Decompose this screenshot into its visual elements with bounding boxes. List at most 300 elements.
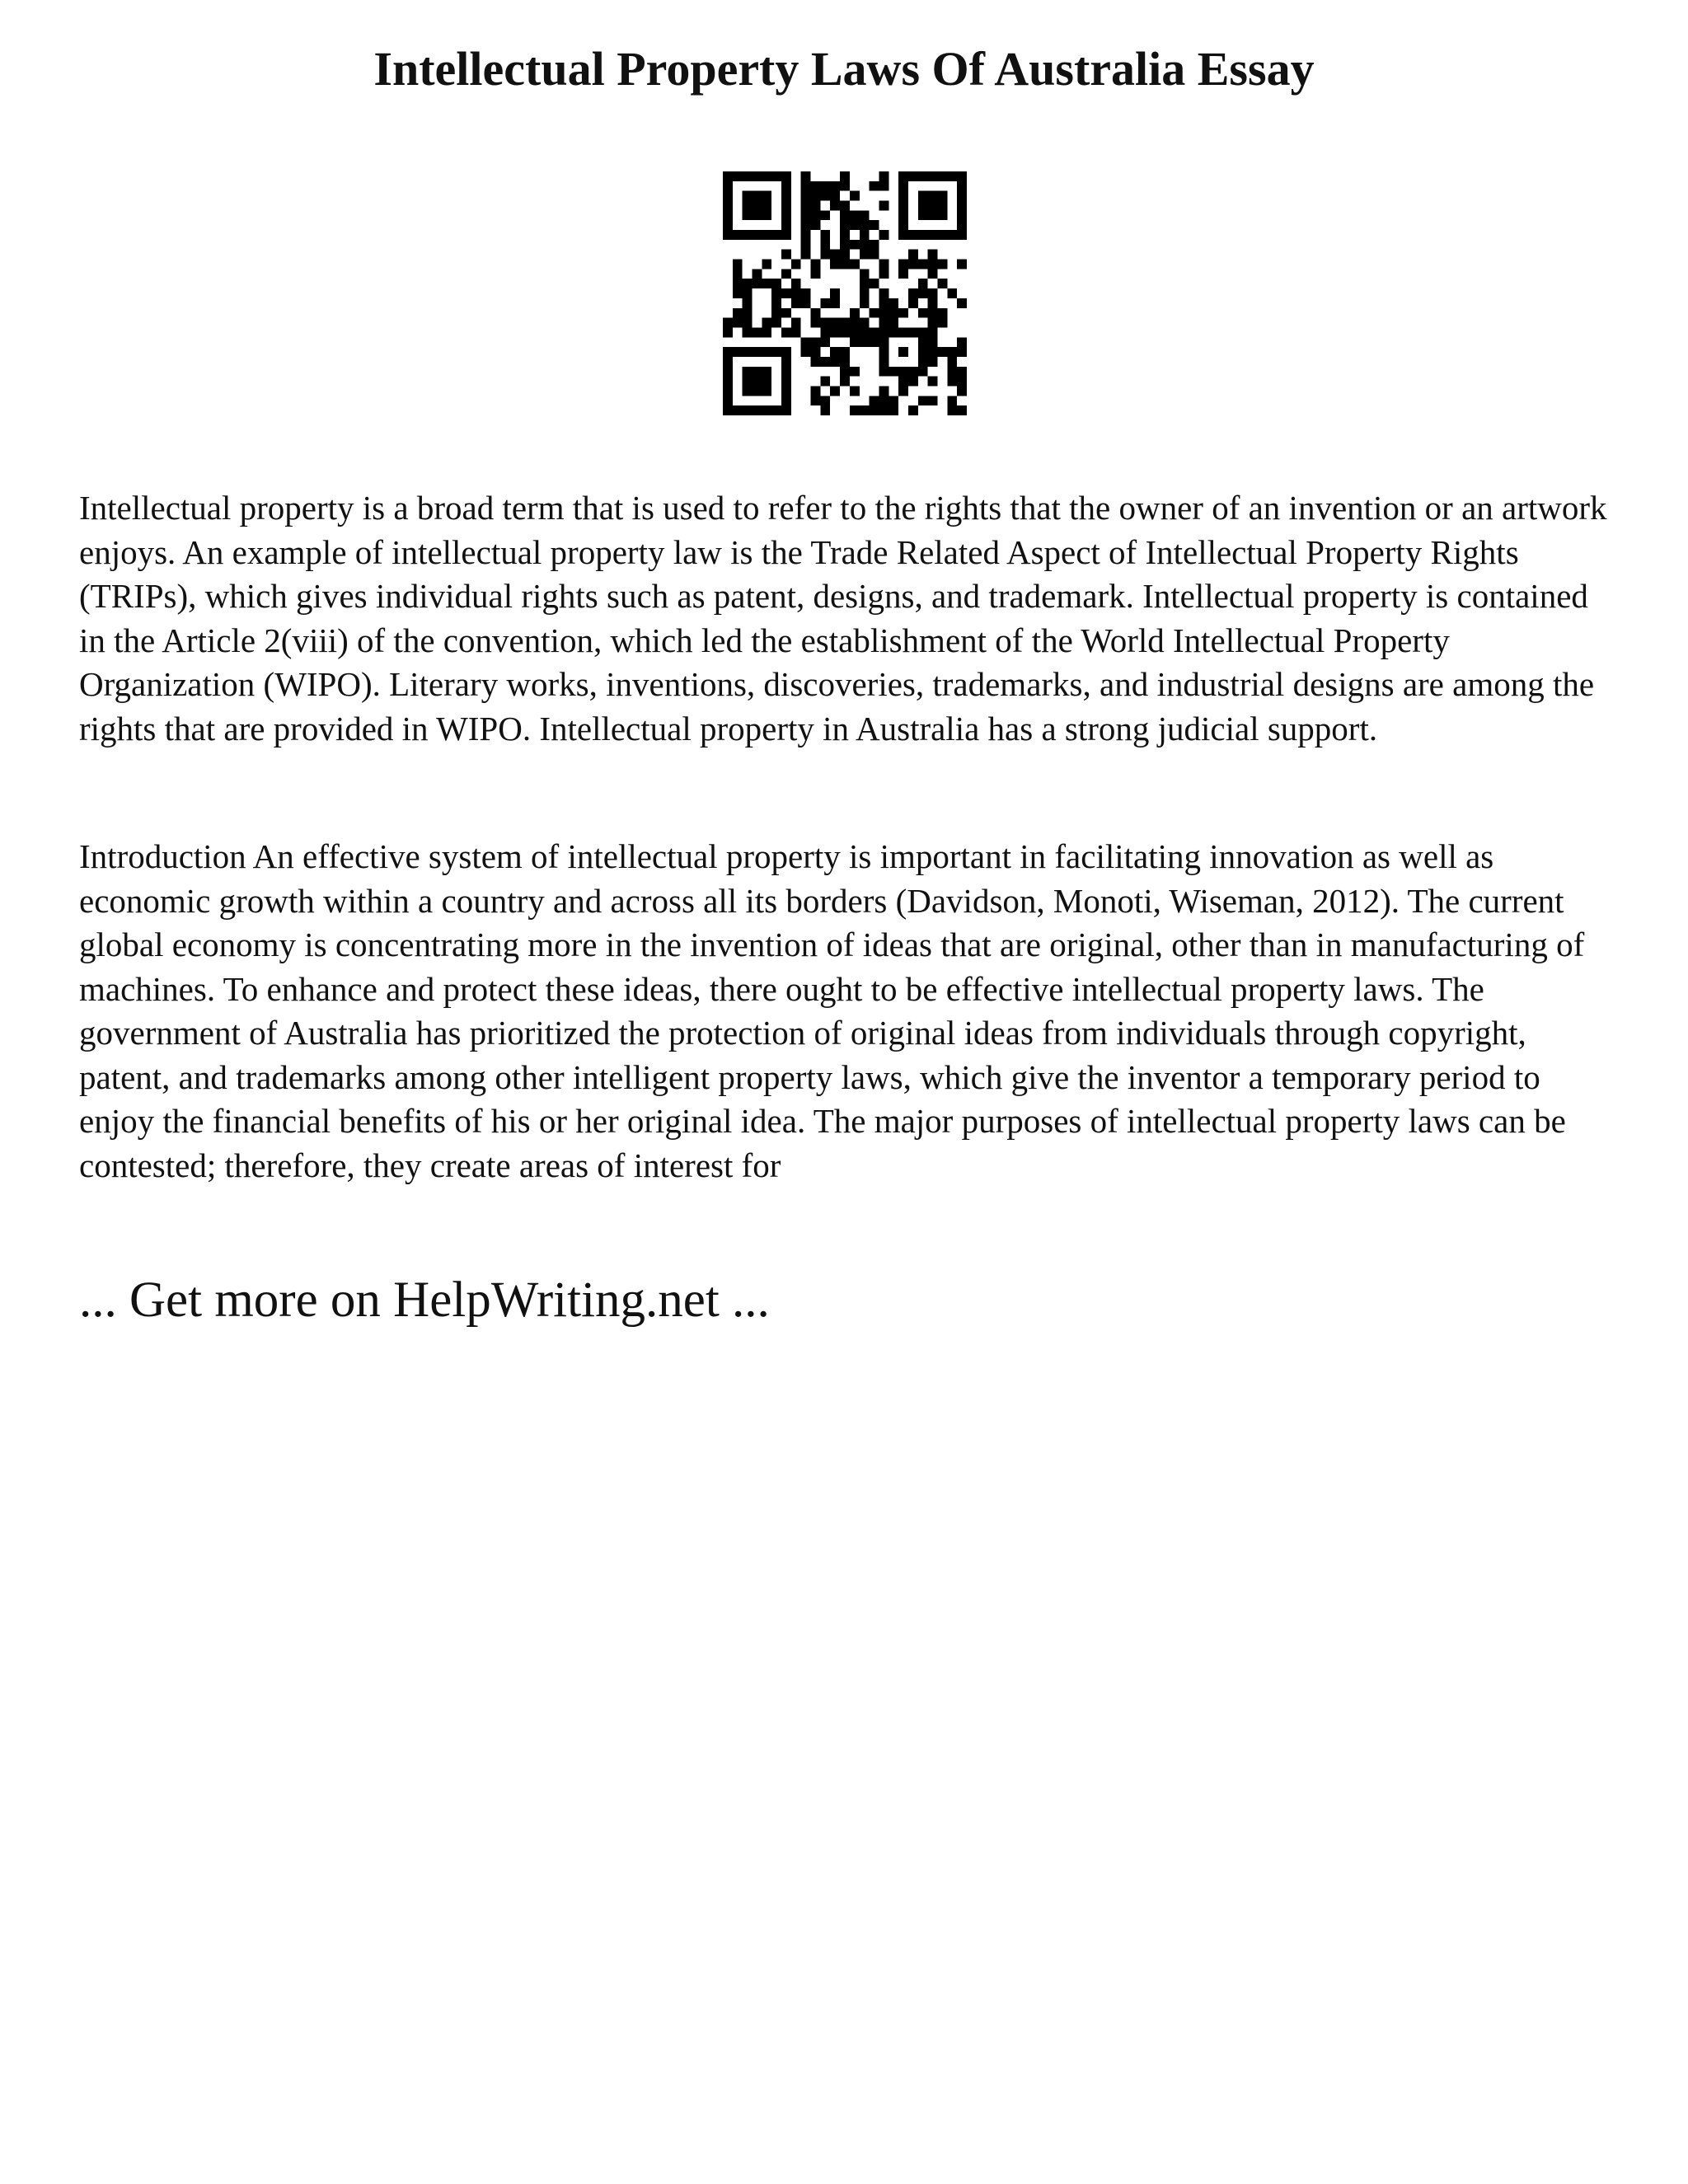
qr-module xyxy=(840,347,850,357)
qr-module xyxy=(733,308,743,318)
qr-module xyxy=(743,191,753,201)
qr-module xyxy=(723,367,733,377)
qr-code-icon[interactable] xyxy=(723,171,967,415)
qr-module xyxy=(820,337,830,347)
qr-module xyxy=(928,318,938,328)
qr-module xyxy=(898,308,908,318)
qr-module xyxy=(928,191,938,201)
qr-module xyxy=(743,367,753,377)
qr-module xyxy=(743,318,753,328)
qr-module xyxy=(879,288,889,298)
qr-module xyxy=(879,405,889,415)
qr-module xyxy=(918,171,928,181)
qr-module xyxy=(771,347,781,357)
qr-module xyxy=(743,298,753,308)
qr-module xyxy=(771,171,781,181)
qr-module xyxy=(791,327,801,337)
qr-module xyxy=(860,298,870,308)
qr-module xyxy=(928,260,938,269)
qr-module xyxy=(879,260,889,269)
qr-module xyxy=(781,210,791,220)
qr-module xyxy=(762,405,771,415)
qr-module xyxy=(937,201,947,211)
qr-module xyxy=(811,357,821,367)
qr-module xyxy=(771,405,781,415)
qr-module xyxy=(898,347,908,357)
qr-module xyxy=(840,171,850,181)
qr-module xyxy=(762,191,771,201)
qr-module xyxy=(889,367,898,377)
qr-module xyxy=(870,220,879,230)
qr-module xyxy=(791,318,801,328)
qr-module xyxy=(840,220,850,230)
qr-module xyxy=(850,260,860,269)
qr-module xyxy=(937,318,947,328)
qr-module xyxy=(723,347,733,357)
qr-module xyxy=(889,318,898,328)
qr-module xyxy=(860,405,870,415)
qr-module xyxy=(957,405,967,415)
qr-module xyxy=(879,318,889,328)
qr-module xyxy=(762,230,771,240)
qr-module xyxy=(762,260,771,269)
qr-module xyxy=(937,347,947,357)
qr-module xyxy=(743,308,753,318)
qr-module xyxy=(860,230,870,240)
qr-module xyxy=(781,191,791,201)
qr-module xyxy=(830,318,840,328)
qr-module xyxy=(723,201,733,211)
body-paragraph: Introduction An effective system of intellectual property is important in facilitating innovation as well as economic growth within a country and across all its borders (Davidson, Monoti, Wiseman, 2012). The current global economy is concentrating more in the invention of ideas that are original, other than in manufacturing of machines. To enhance and protect these ideas, there ought to be effective intellectual property laws. The government of Australia has prioritized the protection of original ideas from individuals through copyright, patent, and trademarks among other intelligent property laws, which give the inventor a temporary period to enjoy the financial benefits of his or her original idea. The major purposes of intellectual property laws can be contested; therefore, they create areas of interest for xyxy=(79,837,1585,1184)
qr-module xyxy=(811,220,821,230)
qr-module xyxy=(762,318,771,328)
qr-module xyxy=(918,357,928,367)
qr-module xyxy=(908,260,918,269)
qr-module xyxy=(957,191,967,201)
qr-module xyxy=(879,386,889,396)
qr-module xyxy=(781,327,791,337)
qr-module xyxy=(918,210,928,220)
qr-module xyxy=(937,171,947,181)
qr-module xyxy=(723,230,733,240)
qr-module xyxy=(850,191,860,201)
qr-module xyxy=(820,396,830,405)
qr-module xyxy=(860,250,870,260)
qr-module xyxy=(840,377,850,387)
qr-module xyxy=(801,240,811,250)
qr-module xyxy=(870,240,879,250)
qr-module xyxy=(733,288,743,298)
qr-module xyxy=(811,386,821,396)
qr-module xyxy=(937,279,947,288)
qr-module xyxy=(928,377,938,387)
qr-module xyxy=(830,327,840,337)
qr-module xyxy=(840,230,850,240)
qr-module xyxy=(928,171,938,181)
qr-module xyxy=(870,405,879,415)
qr-module xyxy=(753,405,762,415)
qr-module xyxy=(840,201,850,211)
qr-module xyxy=(791,279,801,288)
qr-module xyxy=(771,318,781,328)
qr-module xyxy=(733,269,743,279)
qr-module xyxy=(781,377,791,387)
qr-module xyxy=(957,367,967,377)
qr-module xyxy=(830,386,840,396)
qr-module xyxy=(850,337,860,347)
qr-module xyxy=(811,308,821,318)
qr-module xyxy=(840,210,850,220)
qr-module xyxy=(762,210,771,220)
qr-module xyxy=(753,367,762,377)
qr-module xyxy=(870,396,879,405)
qr-module xyxy=(957,377,967,387)
qr-module xyxy=(811,396,821,405)
qr-module xyxy=(840,260,850,269)
qr-module xyxy=(840,318,850,328)
qr-module xyxy=(743,327,753,337)
qr-module xyxy=(830,191,840,201)
qr-module xyxy=(898,191,908,201)
qr-module xyxy=(937,210,947,220)
qr-module xyxy=(947,171,957,181)
qr-module xyxy=(840,250,850,260)
qr-module xyxy=(811,347,821,357)
qr-module xyxy=(762,279,771,288)
qr-module xyxy=(957,230,967,240)
qr-module xyxy=(811,269,821,279)
qr-module xyxy=(723,377,733,387)
qr-module xyxy=(879,171,889,181)
qr-module xyxy=(830,260,840,269)
qr-module xyxy=(840,181,850,191)
qr-module xyxy=(811,191,821,201)
qr-module xyxy=(928,201,938,211)
qr-module xyxy=(928,337,938,347)
qr-module xyxy=(762,347,771,357)
qr-module xyxy=(860,327,870,337)
qr-module xyxy=(898,210,908,220)
qr-module xyxy=(947,230,957,240)
qr-module xyxy=(723,396,733,405)
qr-module xyxy=(898,367,908,377)
qr-module xyxy=(771,230,781,240)
qr-module xyxy=(733,230,743,240)
qr-module xyxy=(889,298,898,308)
qr-module xyxy=(850,386,860,396)
qr-module xyxy=(801,288,811,298)
qr-module xyxy=(781,386,791,396)
qr-module xyxy=(957,347,967,357)
qr-module xyxy=(781,347,791,357)
qr-module xyxy=(820,240,830,250)
qr-module xyxy=(820,318,830,328)
qr-module xyxy=(830,298,840,308)
qr-module xyxy=(860,210,870,220)
qr-module xyxy=(753,279,762,288)
qr-module xyxy=(918,347,928,357)
qr-module xyxy=(733,347,743,357)
qr-module xyxy=(928,396,938,405)
qr-module xyxy=(753,377,762,387)
qr-module xyxy=(918,260,928,269)
qr-module xyxy=(957,298,967,308)
qr-module xyxy=(860,220,870,230)
qr-module xyxy=(850,405,860,415)
qr-module xyxy=(898,386,908,396)
qr-module xyxy=(791,298,801,308)
qr-module xyxy=(781,201,791,211)
qr-module xyxy=(879,269,889,279)
qr-module xyxy=(830,181,840,191)
qr-module xyxy=(860,240,870,250)
qr-module xyxy=(811,318,821,328)
qr-module xyxy=(811,201,821,211)
qr-module xyxy=(733,260,743,269)
qr-module xyxy=(860,279,870,288)
qr-module xyxy=(781,250,791,260)
qr-module xyxy=(908,367,918,377)
qr-module xyxy=(947,377,957,387)
qr-module xyxy=(771,279,781,288)
qr-module xyxy=(743,210,753,220)
qr-module xyxy=(898,260,908,269)
qr-module xyxy=(723,318,733,328)
qr-module xyxy=(898,230,908,240)
qr-module xyxy=(771,308,781,318)
qr-module xyxy=(723,181,733,191)
qr-module xyxy=(723,327,733,337)
qr-module xyxy=(743,279,753,288)
qr-module xyxy=(937,260,947,269)
qr-module xyxy=(723,220,733,230)
qr-module xyxy=(830,347,840,357)
qr-module xyxy=(879,230,889,240)
qr-module xyxy=(928,347,938,357)
qr-module xyxy=(753,347,762,357)
qr-module xyxy=(870,250,879,260)
qr-module xyxy=(918,327,928,337)
qr-module xyxy=(762,367,771,377)
qr-module xyxy=(820,377,830,387)
qr-module xyxy=(753,269,762,279)
qr-module xyxy=(762,201,771,211)
qr-module xyxy=(918,337,928,347)
qr-module xyxy=(879,201,889,211)
qr-module xyxy=(801,337,811,347)
qr-module xyxy=(918,367,928,377)
qr-module xyxy=(743,386,753,396)
qr-module xyxy=(781,220,791,230)
qr-module xyxy=(801,220,811,230)
qr-module xyxy=(781,288,791,298)
qr-module xyxy=(820,230,830,240)
qr-module xyxy=(918,279,928,288)
qr-module xyxy=(733,405,743,415)
qr-module xyxy=(820,405,830,415)
qr-module xyxy=(928,250,938,260)
qr-module xyxy=(870,181,879,191)
qr-module xyxy=(771,288,781,298)
qr-module xyxy=(898,327,908,337)
qr-module xyxy=(957,201,967,211)
qr-module xyxy=(957,181,967,191)
qr-module xyxy=(753,201,762,211)
qr-module xyxy=(937,308,947,318)
qr-module xyxy=(801,201,811,211)
qr-module xyxy=(840,240,850,250)
qr-module xyxy=(908,230,918,240)
qr-module xyxy=(889,327,898,337)
qr-module xyxy=(850,220,860,230)
qr-module xyxy=(860,337,870,347)
qr-module xyxy=(937,191,947,201)
qr-module xyxy=(743,230,753,240)
qr-module xyxy=(928,357,938,367)
qr-module xyxy=(928,308,938,318)
qr-module xyxy=(753,327,762,337)
qr-module xyxy=(889,396,898,405)
qr-module xyxy=(928,230,938,240)
qr-module xyxy=(781,396,791,405)
qr-module xyxy=(860,318,870,328)
qr-module xyxy=(830,357,840,367)
qr-module xyxy=(840,367,850,377)
qr-module xyxy=(957,260,967,269)
qr-module xyxy=(801,250,811,260)
qr-module xyxy=(898,201,908,211)
qr-module xyxy=(811,337,821,347)
qr-module xyxy=(820,181,830,191)
qr-module xyxy=(771,298,781,308)
qr-module xyxy=(898,181,908,191)
qr-module xyxy=(753,386,762,396)
qr-module xyxy=(918,288,928,298)
qr-module xyxy=(733,279,743,288)
qr-module xyxy=(723,357,733,367)
qr-module xyxy=(723,171,733,181)
page-title: Intellectual Property Laws Of Australia Essay xyxy=(373,42,1315,96)
qr-module xyxy=(879,308,889,318)
qr-module xyxy=(850,318,860,328)
qr-module xyxy=(811,181,821,191)
qr-module xyxy=(947,396,957,405)
qr-module xyxy=(723,386,733,396)
qr-code-graphic xyxy=(723,171,967,415)
qr-module xyxy=(879,337,889,347)
qr-module xyxy=(791,288,801,298)
qr-module xyxy=(947,288,957,298)
qr-module xyxy=(928,210,938,220)
qr-module xyxy=(743,405,753,415)
qr-module xyxy=(937,230,947,240)
qr-module xyxy=(820,210,830,220)
qr-module xyxy=(928,269,938,279)
qr-module xyxy=(870,308,879,318)
qr-module xyxy=(879,357,889,367)
qr-module xyxy=(928,327,938,337)
qr-module xyxy=(801,347,811,357)
qr-module xyxy=(840,327,850,337)
intro-paragraph: Intellectual property is a broad term that is used to refer to the rights that the owner of an invention or an artwork enjoys. An example of intellectual property law is the Trade Related Aspect of Intellectual Property Rights (TRIPs), which gives individual rights such as patent, designs, and trademark. Intellectual property is contained in the Article 2(viii) of the convention, which led the establishment of the World Intellectual Property Organization (WIPO). Literary works, inventions, discoveries, trademarks, and industrial designs are among the rights that are provided in WIPO. Intellectual property in Australia has a strong judicial support. xyxy=(79,489,1607,748)
qr-module xyxy=(908,171,918,181)
qr-module xyxy=(801,171,811,181)
qr-module xyxy=(879,367,889,377)
qr-module xyxy=(791,260,801,269)
qr-module xyxy=(879,327,889,337)
qr-module xyxy=(753,230,762,240)
qr-module xyxy=(753,171,762,181)
qr-module xyxy=(947,405,957,415)
qr-module xyxy=(879,181,889,191)
qr-module xyxy=(820,250,830,260)
qr-module xyxy=(889,405,898,415)
qr-module xyxy=(908,250,918,260)
qr-module xyxy=(743,347,753,357)
qr-module xyxy=(879,298,889,308)
qr-module xyxy=(918,230,928,240)
qr-module xyxy=(947,367,957,377)
qr-module xyxy=(898,171,908,181)
qr-module xyxy=(781,405,791,415)
qr-module xyxy=(918,191,928,201)
qr-module xyxy=(811,260,821,269)
qr-module xyxy=(889,308,898,318)
qr-module xyxy=(743,171,753,181)
qr-module xyxy=(801,181,811,191)
qr-module xyxy=(762,377,771,387)
qr-module xyxy=(840,357,850,367)
qr-module xyxy=(781,181,791,191)
qr-module xyxy=(918,201,928,211)
qr-module xyxy=(781,308,791,318)
qr-module xyxy=(850,210,860,220)
qr-module xyxy=(947,357,957,367)
qr-module xyxy=(830,288,840,298)
qr-module xyxy=(733,171,743,181)
qr-module xyxy=(801,210,811,220)
qr-module xyxy=(811,210,821,220)
qr-module xyxy=(781,171,791,181)
qr-module xyxy=(820,191,830,201)
qr-module xyxy=(908,405,918,415)
qr-module xyxy=(830,201,840,211)
qr-module xyxy=(908,327,918,337)
qr-module xyxy=(870,279,879,288)
qr-module xyxy=(733,318,743,328)
qr-module xyxy=(753,191,762,201)
qr-module xyxy=(957,220,967,230)
qr-module xyxy=(850,240,860,250)
qr-module xyxy=(762,386,771,396)
qr-module xyxy=(850,308,860,318)
qr-module xyxy=(879,347,889,357)
qr-module xyxy=(781,269,791,279)
qr-module xyxy=(723,405,733,415)
qr-module xyxy=(820,298,830,308)
qr-module xyxy=(928,298,938,308)
qr-module xyxy=(753,210,762,220)
qr-module xyxy=(908,288,918,298)
qr-module xyxy=(918,308,928,318)
qr-module xyxy=(762,171,771,181)
qr-module xyxy=(918,396,928,405)
qr-module xyxy=(801,298,811,308)
qr-module xyxy=(957,171,967,181)
qr-module xyxy=(762,327,771,337)
get-more-link[interactable]: ... Get more on HelpWriting.net ... xyxy=(79,1272,770,1328)
qr-module xyxy=(928,288,938,298)
